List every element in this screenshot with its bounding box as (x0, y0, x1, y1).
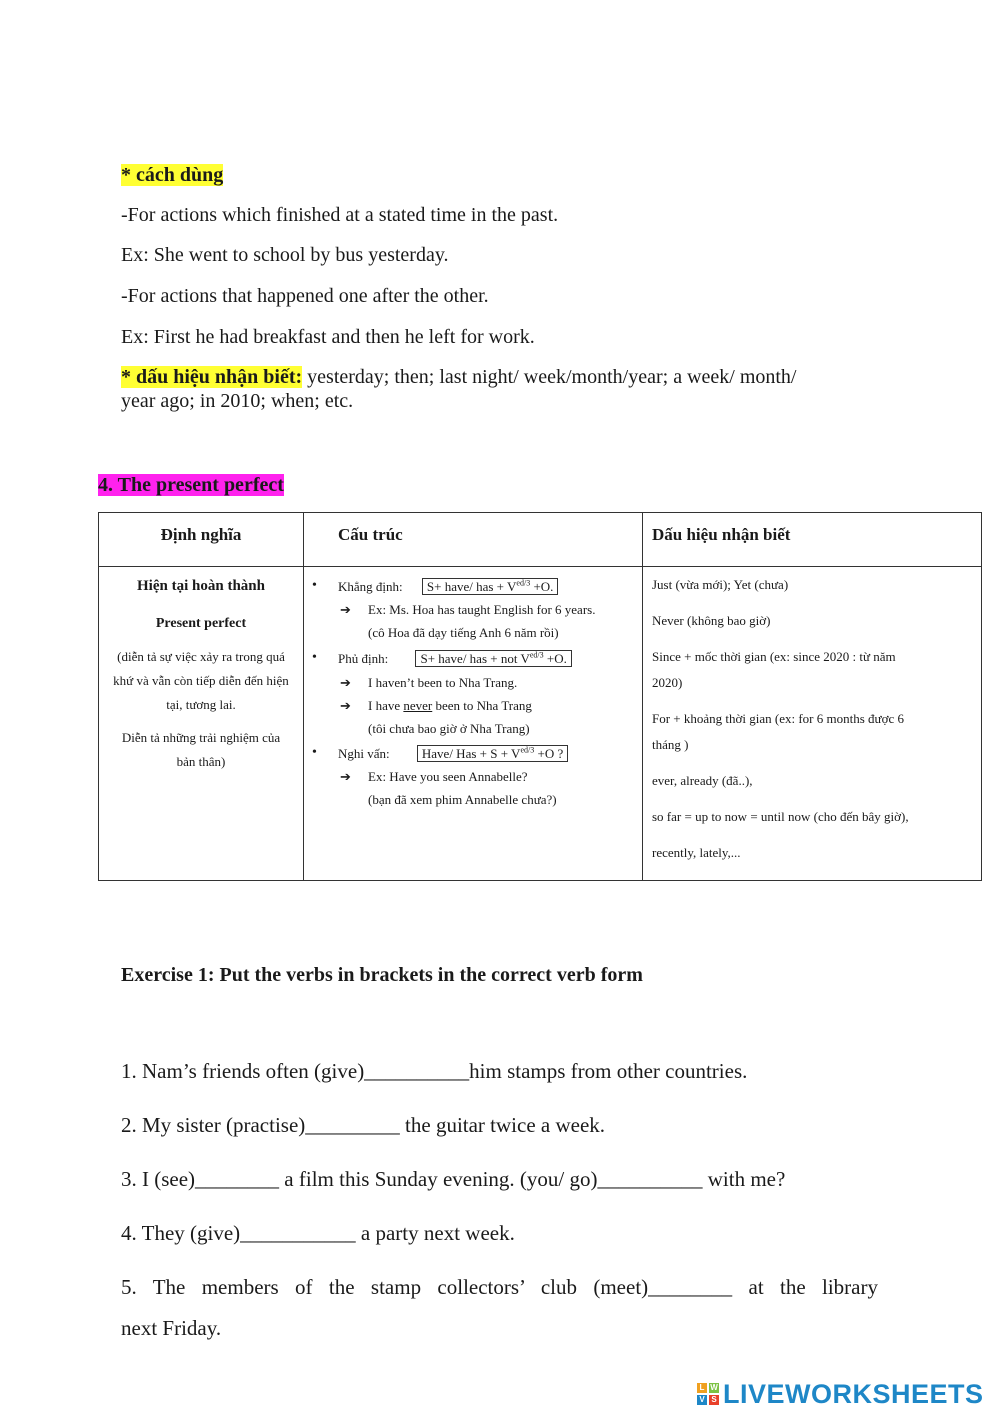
definition-desc-2: khứ và vẫn còn tiếp diễn đến hiện (113, 673, 289, 688)
neg-row (338, 650, 572, 667)
affirm-formula: S+ have/ has + $V^{ed/3} +O$. (422, 578, 559, 595)
sign-7: ever, already (đã..), (652, 773, 753, 788)
header-structure: Cấu trúc (338, 525, 403, 544)
affirm-row (338, 578, 558, 595)
exercise-title: Exercise 1: Put the verbs in brackets in the correct verb form (121, 964, 643, 986)
exercise-item-4: 4. They (give)___________ a party next week. (121, 1221, 515, 1245)
exercise-item-1: 1. Nam’s friends often (give)__________him stamps from other countries. (121, 1059, 748, 1083)
neg-example-vi: (tôi chưa bao giờ ở Nha Trang) (368, 721, 530, 736)
usage-heading: * cách dùng (121, 164, 224, 186)
arrow-icon: ➔ (340, 698, 351, 713)
usage-line-1: -For actions which finished at a stated time in the past. (121, 204, 559, 226)
affirm-example-vi: (cô Hoa đã dạy tiếng Anh 6 năm rồi) (368, 625, 559, 640)
sign-9: recently, lately,... (652, 845, 741, 860)
neg-label: Phủ định: (338, 651, 389, 666)
affirm-example: ➔ Ex: Ms. Hoa has taught English for 6 years. (340, 602, 596, 617)
neg-formula: S+ have/ has + not $V^{ed/3} +O$. (415, 650, 571, 667)
exercise-item-3: 3. I (see)________ a film this Sunday evening. (you/ go)__________ with me? (121, 1167, 786, 1191)
logo-grid-icon: L W V S (697, 1383, 719, 1405)
exercise-item-5: 5. The members of the stamp collectors’ club (meet)________ at the library (121, 1275, 878, 1299)
definition-desc-1: (diễn tả sự việc xảy ra trong quá (117, 649, 285, 664)
definition-cell (99, 577, 303, 774)
neg-example-1: ➔ I haven’t been to Nha Trang. (340, 675, 518, 690)
sign-4: 2020) (652, 675, 683, 690)
section-title: 4. The present perfect (98, 474, 284, 496)
present-perfect-table (98, 512, 982, 881)
definition-title-vi: Hiện tại hoàn thành (137, 578, 265, 594)
sign-1: Just (vừa mới); Yet (chưa) (652, 577, 789, 592)
affirm-label: Khẳng định: (338, 579, 403, 594)
exercise-item-5-cont: next Friday. (121, 1316, 222, 1340)
signs-paragraph: * dấu hiệu nhận biết: yesterday; then; last night/ week/month/year; a week/ month/ year ago; in 2010; when; etc. (121, 366, 797, 412)
arrow-icon: ➔ (340, 769, 351, 784)
neg-example-2: ➔ I have never been to Nha Trang (340, 698, 532, 713)
exercise-item-2: 2. My sister (practise)_________ the guitar twice a week. (121, 1113, 606, 1137)
definition-desc-4: Diễn tả những trải nghiệm của (121, 730, 281, 745)
question-row (338, 745, 568, 762)
sign-5: For + khoảng thời gian (ex: for 6 months được 6 (652, 711, 904, 726)
definition-desc-3: tại, tương lai. (166, 697, 236, 712)
arrow-icon: ➔ (340, 675, 351, 690)
sign-8: so far = up to now = until now (cho đến bây giờ), (652, 809, 909, 824)
header-definition: Định nghĩa (160, 525, 242, 544)
question-label: Nghi vấn: (338, 746, 390, 761)
usage-line-4: Ex: First he had breakfast and then he left for work. (121, 326, 535, 348)
sign-3: Since + mốc thời gian (ex: since 2020 : từ năm (652, 649, 896, 664)
question-example-vi: (bạn đã xem phim Annabelle chưa?) (368, 792, 557, 807)
question-formula: Have/ Has + $S + V^{ed/3} +O$ ? (417, 745, 568, 762)
definition-desc-5: bản thân) (176, 754, 226, 769)
logo-text: LIVEWORKSHEETS (723, 1378, 984, 1409)
question-example: ➔ Ex: Have you seen Annabelle? (340, 769, 528, 784)
header-signs: Dấu hiệu nhận biết (652, 525, 791, 544)
liveworksheets-logo (697, 1378, 984, 1410)
arrow-icon: ➔ (340, 602, 351, 617)
definition-title-en: Present perfect (155, 616, 247, 631)
sign-2: Never (không bao giờ) (652, 613, 771, 628)
usage-line-3: -For actions that happened one after the other. (121, 285, 489, 307)
sign-6: tháng ) (652, 737, 689, 752)
usage-line-2: Ex: She went to school by bus yesterday. (121, 244, 449, 266)
